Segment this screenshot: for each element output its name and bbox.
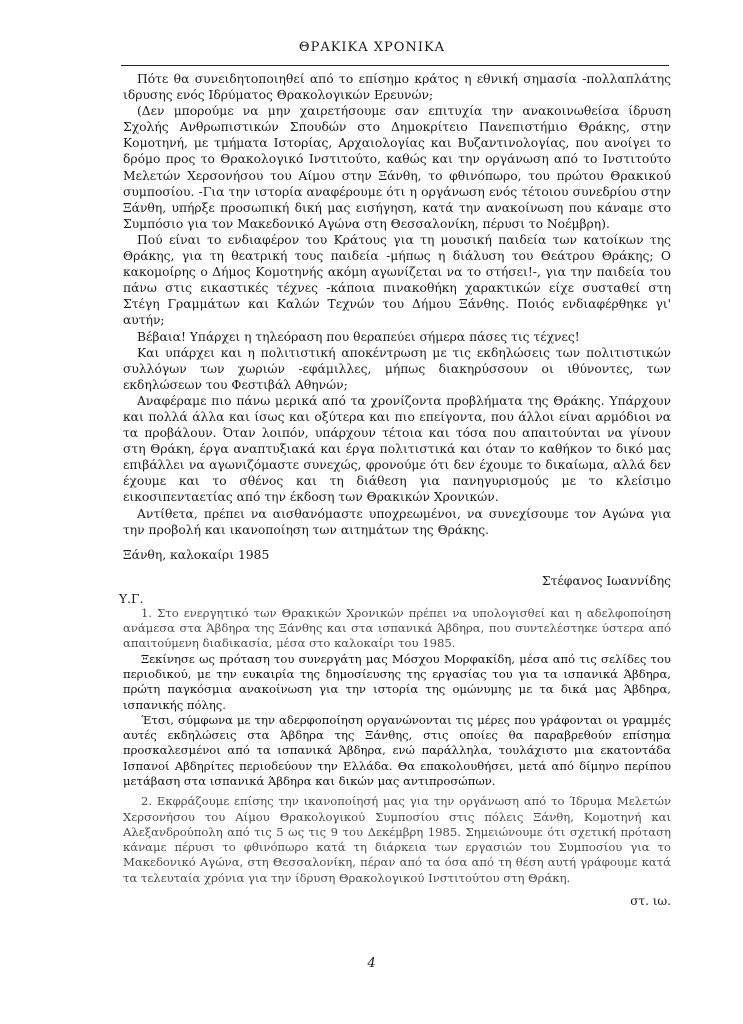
paragraph: Αναφέραμε πιο πάνω μερικά από τα χρονίζοντα προβλήματα της Θράκης. Υπάρχουν και πολλά άλλα και ίσως και οξύτερα και πιο επείγοντα, που άλλοι είναι αρμόδιοι να τα προβάλουν. Όταν λοιπόν, υπάρχουν τέτοια και τόσα που απαιτούνται να γίνουν στη Θράκη, έργα αναπτυξιακά και έργα πολιτιστικά και όταν το καθήκον το δικό μας επιβάλλει να αγωνιζόμαστε συνεχώς, φρονούμε ότι δεν έχουμε το δικαίωμα, αλλά δεν έχουμε και το σθένος και τη διάθεση για πανηγυρισμούς με το κλείσιμο εικοσιπενταετίας από την έκδοση των Θρακικών Χρονικών. [123,393,671,505]
postscript-paragraph: Ξεκίνησε ως πρόταση του συνεργάτη μας Μόσχου Μορφακίδη, μέσα από τις σελίδες του περιοδικού, με την ευκαιρία της δημοσίευσης της εργασίας του για τα ισπανικά Άβδηρα, πρώτη παγκόσμια ανακοίνωση για την ιστορία της ομώνυμης με τα δικά μας Άβδηρα, ισπανικής πόλης. [123,651,671,712]
paragraph: Και υπάρχει και η πολιτιστική αποκέντρωση με τις εκδηλώσεις των πολιτιστικών συλλόγων των χωριών -εφάμιλλες, μήπως διακηρύσσουν οι ιθύνοντες, των εκδηλώσεων του Φεστιβάλ Αθηνών; [123,345,671,392]
paragraph: (Δεν μπορούμε να μην χαιρετήσουμε σαν επιτυχία την ανακοινωθείσα ίδρυση Σχολής Ανθρωπιστικών Σπουδών στο Δημοκρίτειο Πανεπιστήμιο Θράκης, στην Κομοτηνή, με τμήματα Ιστορίας, Αρχαιολογίας και Βυζαντινολογίας, που ανοίγει το δρόμο προς το Θρακολογικό Ινστιτούτο, καθώς και την οργάνωση από το Ινστιτούτο Μελετών Χερσονήσου του Αίμου στην Ξάνθη, το φθινόπωρο, του πρώτου Θρακικού συμποσίου. -Για την ιστορία αναφέρουμε ότι η οργάνωση ενός τέτοιου συνεδρίου στην Ξάνθη, υπήρξε προσωπική δική μας εισήγηση, κατά την ανακοίνωση που κάναμε στο Συμπόσιο για τον Μακεδονικό Αγώνα στη Θεσσαλονίκη, πέρυσι το Νοέμβρη). [123,104,671,231]
article-body [119,71,671,909]
running-header: ΘΡΑΚΙΚΑ ΧΡΟΝΙΚΑ [298,40,446,55]
paragraph: Πότε θα συνειδητοποιηθεί από το επίσημο κράτος η εθνική σημασία -πολλαπλάτης ιδρυσης ενός Ιδρύματος Θρακολογικών Ερευνών; [123,72,671,103]
postscript [119,591,671,909]
paragraph: Βέβαια! Υπάρχει η τηλεόραση που θεραπεύει σήμερα πάσες τις τέχνες! [137,329,580,344]
author-signature: Στέφανος Ιωαννίδης [541,573,671,588]
postscript-initials: στ. ιω. [630,894,671,909]
postscript-label: Υ.Γ. [119,591,144,606]
paragraph: Αντίθετα, πρέπει να αισθανόμαστε υποχρεωμένοι, να συνεχίσουμε τον Αγώνα για την προβολή και ικανοποίηση των αιτημάτων της Θράκης. [123,506,671,537]
place-date: Ξάνθη, καλοκαίρι 1985 [123,547,270,562]
postscript-paragraph: 1. Στο ενεργητικό των Θρακικών Χρονικών πρέπει να υπολογισθεί και η αδελφοποίηση ανάμεσα στα Άβδηρα της Ξάνθης και στα ισπανικά Άβδηρα, που συντελέστηκε ύστερα από απαιτούμενη διαδικασία, μέσα στο καλοκαίρι του 1985. [123,605,671,651]
postscript-paragraph: Έτσι, σύμφωνα με την αδερφοποίηση οργανώνονται τις μέρες που γράφονται οι γραμμές αυτές εκδηλώσεις στα Άβδηρα της Ξάνθης, στις οποίες θα παραβρεθούν επίσημα προσκαλεσμένοι από τα ισπανικά Άβδηρα, ενώ παράλληλα, τουλάχιστο μια εκατοντάδα Ισπανοί Αβδηρίτες περιοδεύουν την Ελλάδα. Θα επακολουθήσει, μετά από δίμηνο περίπου μετάβαση στα ισπανικά Άβδηρα και δικών μας αντιπροσώπων. [123,712,671,788]
postscript-paragraph: 2. Εκφράζουμε επίσης την ικανοποίησή μας για την οργάνωση από το Ίδρυμα Μελετών Χερσονήσου του Αίμου Θρακολογικού Συμποσίου στις πόλεις Ξάνθη, Κομοτηνή και Αλεξανδρούπολη από τις 5 ως τις 9 του Δεκέμβρη 1985. Σημειώνουμε ότι σχετική πρόταση κάναμε πέρυσι το φθινόπωρο κατά τη διάρκεια των εργασιών του Συμποσίου για το Μακεδονικό Αγώνα, στη Θεσσαλονίκη, πέραν από τα όσα από τη θέση αυτή γράφουμε κατά τα τελευταία χρόνια για την ίδρυση Θρακολογικού Ινστιτούτου στη Θράκη. [123,794,671,885]
main-text [123,71,671,538]
page-number: 4 [367,956,376,971]
paragraph: Πού είναι το ενδιαφέρον του Κράτους για τη μουσική παιδεία των κατοίκων της Θράκης, για τη θεατρική τους παιδεία -μήπως η διάλυση του Θεάτρου Θράκης; Ο κακομοίρης ο Δήμος Κομοτηνής ακόμη αγωνίζεται να το στήσει!-, για την παιδεία του πάνω στις εικαστικές τέχνες -κάποια πινακοθήκη χαρακτικών είχε συσταθεί στη Στέγη Γραμμάτων και Καλών Τεχνών του Δήμου Ξάνθης. Ποιός ενδιαφέρθηκε γι' αυτήν; [123,232,671,328]
header-rule [121,65,669,66]
